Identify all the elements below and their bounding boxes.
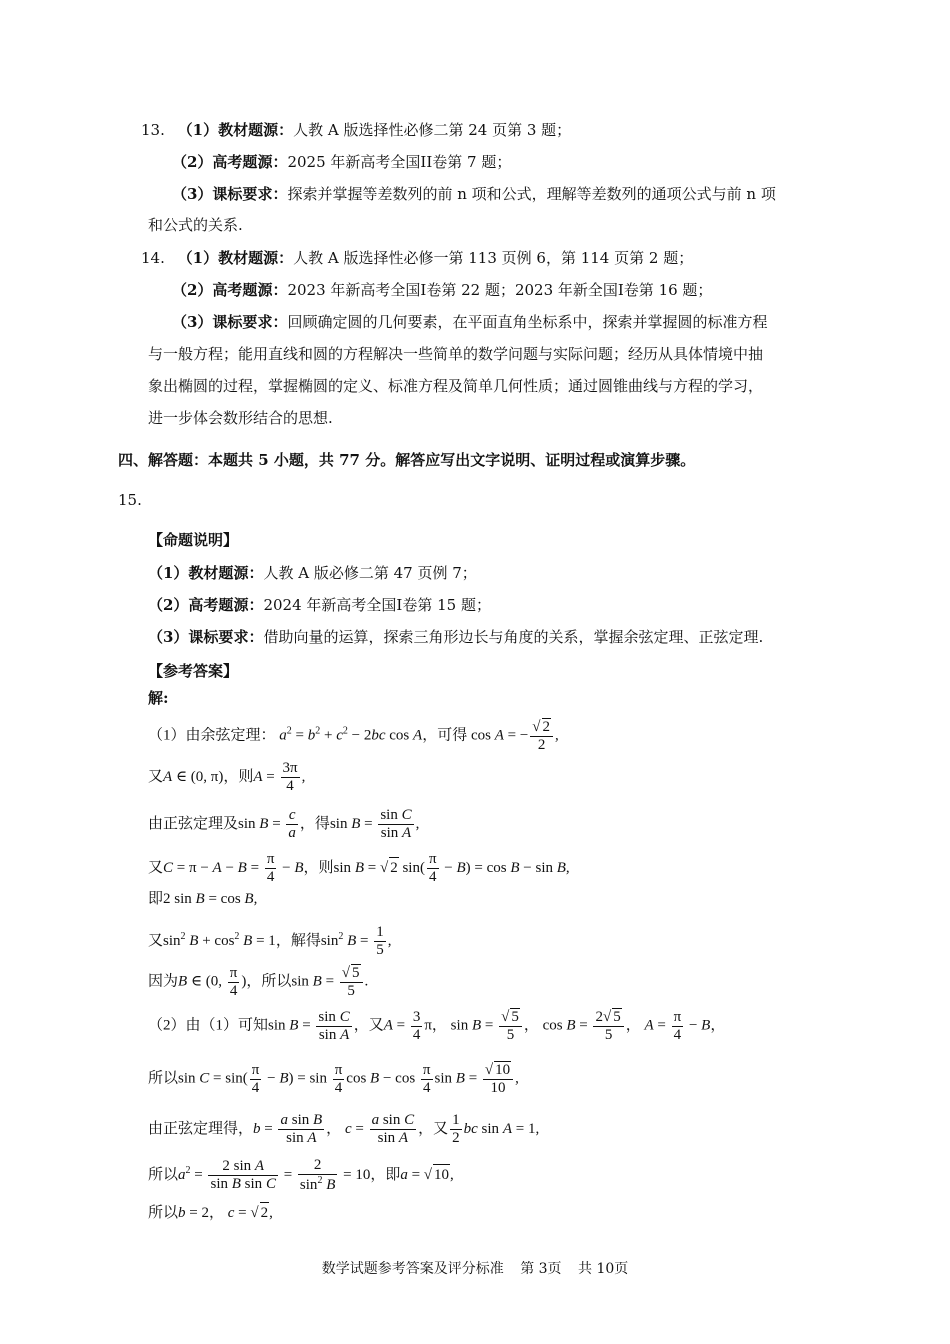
- q15-solve-label: 解:: [148, 689, 169, 707]
- q13-textbook-text: 人教 A 版选择性必修二第 24 页第 3 题；: [293, 121, 572, 139]
- step-7-text-a: 因为: [148, 973, 179, 990]
- q13-line-2: [172, 152, 511, 172]
- q15-textbook-text: 人教 A 版必修二第 47 页例 7；: [263, 564, 477, 582]
- q14-line-6: 进一步体会数形结合的思想.: [148, 409, 333, 427]
- step-5-text-a: 即: [148, 891, 164, 907]
- q15-explain-1: [148, 563, 477, 583]
- q13-line-3: [172, 184, 776, 204]
- q14-number: 14.: [141, 249, 165, 267]
- step-9-text-a: 所以: [148, 1070, 179, 1087]
- q14-line-3: [172, 312, 767, 332]
- step-4-text-b: ，则: [303, 860, 334, 877]
- q13-textbook-label: （1）教材题源：: [177, 121, 294, 139]
- q14-exam-label: （2）高考题源：: [172, 281, 288, 299]
- step-8-text-b: ，又: [353, 1017, 384, 1034]
- step-3-text-a: 由正弦定理及: [148, 816, 239, 833]
- step-11-text-a: 所以: [148, 1167, 179, 1184]
- solution-step-7: 因为B ∈ (0, $\frac{\pi}{4}$ )，所以sin B = $\frac{√ 5}{5}$ .: [148, 964, 369, 1000]
- q13-standard-text: 探索并掌握等差数列的前 n 项和公式，理解等差数列的通项公式与前 n 项: [287, 185, 776, 203]
- q14-exam-text: 2023 年新高考全国I卷第 22 题；2023 年新全国I卷第 16 题；: [287, 281, 713, 299]
- solution-step-1: （1）由余弦定理： $a^2 = b^2 + c^2 - 2bc$ cos A，可得 cos A = − $\frac{√ 2}{2}$ ,: [148, 719, 559, 754]
- q15-explain-title: 【命题说明】: [148, 531, 239, 549]
- solution-step-10: 由正弦定理得，b = $\frac{\text{a sin B}}{\text{sin A}}$ ， c = $\frac{\text{a sin C}}{\text{sin A}}$ ，又 $\frac{1}{2}$ bc sin A = 1,: [148, 1112, 540, 1147]
- q14-textbook-text: 人教 A 版选择性必修一第 113 页例 6，第 114 页第 2 题；: [293, 249, 694, 267]
- page-footer: [0, 1258, 950, 1278]
- q14-line-2: [172, 280, 712, 300]
- q13-line-1: [141, 120, 571, 140]
- step-2-text-a: 又: [148, 769, 164, 786]
- q15-answer-title: 【参考答案】: [148, 662, 239, 680]
- step-2-text-b: ，则: [223, 769, 254, 786]
- solution-step-11: 所以$a^2$ = $\frac{\text{2 sin A}}{\text{sin B sin C}}$ = $\frac{2}{\sin^2 B}$ = 10，即a = √ 10,: [148, 1157, 454, 1194]
- q14-line-5: 象出椭圆的过程，掌握椭圆的定义、标准方程及简单几何性质；通过圆锥曲线与方程的学习，: [148, 377, 764, 395]
- q15-exam-label: （2）高考题源：: [148, 596, 264, 614]
- step-10-text-b: ，又: [418, 1121, 449, 1138]
- q15-explain-2: [148, 595, 491, 615]
- q13-line-4: 和公式的关系.: [148, 216, 243, 234]
- q15-exam-text: 2024 年新高考全国I卷第 15 题；: [263, 596, 491, 614]
- q15-explain-3: [148, 627, 763, 647]
- solution-step-8: （2）由（1）可知sin B = $\frac{\text{sin C}}{\text{sin A}}$ ，又A = $\frac{3}{4}$ π， sin B = $\frac{√ 5}{5}$ ， cos B = $\frac{2√ 5}{5}$ ， A = $\frac{\pi}{4}$ − B，: [148, 1008, 726, 1044]
- q13-exam-text: 2025 年新高考全国II卷第 7 题；: [287, 153, 512, 171]
- q15-standard-text: 借助向量的运算，探索三角形边长与角度的关系，掌握余弦定理、正弦定理.: [263, 628, 764, 646]
- solution-step-5: 即2 sin B = cos B,: [148, 891, 258, 907]
- q14-line-4: 与一般方程；能用直线和圆的方程解决一些简单的数学问题与实际问题；经历从具体情境中抽: [148, 345, 764, 363]
- step-1-text-b: ，可得: [422, 727, 468, 744]
- solution-step-9: 所以sin C = sin( $\frac{\pi}{4}$ − B) = sin $\frac{\pi}{4}$ cos B − cos $\frac{\pi}{4}$ sin B = $\frac{√ 10}{10}$ ,: [148, 1061, 519, 1097]
- q15-number: 15.: [118, 491, 142, 509]
- step-12-text-a: 所以: [148, 1205, 179, 1221]
- step-6-text-a: 又: [148, 933, 164, 950]
- q15-standard-label: （3）课标要求：: [148, 628, 264, 646]
- step-8-text-a: （2）由（1）可知: [148, 1017, 269, 1034]
- step-6-text-b: ，解得: [275, 933, 321, 950]
- q15-textbook-label: （1）教材题源：: [148, 564, 264, 582]
- q14-standard-text: 回顾确定圆的几何要素，在平面直角坐标系中，探索并掌握圆的标准方程: [287, 313, 768, 331]
- step-1-text-a: （1）由余弦定理：: [148, 727, 276, 744]
- step-4-text-a: 又: [148, 860, 164, 877]
- solution-step-4: 又C = π − A − B = $\frac{\pi}{4}$ − B，则sin B = √ 2 sin( $\frac{\pi}{4}$ − B) = cos B − sin B,: [148, 851, 570, 886]
- step-11-text-b: ，即: [370, 1167, 401, 1184]
- step-7-text-b: ，所以: [246, 973, 292, 990]
- footer-total-pages: 共 10页: [578, 1261, 629, 1277]
- solution-step-2: 又A ∈ (0, π)，则A = $\frac{3\pi}{4}$ ,: [148, 760, 306, 795]
- solution-step-6: 又$\sin^2 B + \cos^2 B = 1$，解得$\sin^2 B$ = $\frac{1}{5}$ ,: [148, 924, 392, 959]
- section-heading: 四、解答题：本题共 5 小题，共 77 分。解答应写出文字说明、证明过程或演算步骤。: [118, 451, 696, 469]
- footer-page-number: 第 3页: [520, 1261, 562, 1277]
- q13-number: 13.: [141, 121, 165, 139]
- footer-title: 数学试题参考答案及评分标准: [321, 1261, 504, 1277]
- q13-exam-label: （2）高考题源：: [172, 153, 288, 171]
- q14-line-1: [141, 248, 693, 268]
- solution-step-3: 由正弦定理及sin B = $\frac{c}{a}$ ，得sin B = $\frac{\text{sin C}}{\text{sin A}}$ ,: [148, 807, 420, 842]
- solution-step-12: 所以b = 2， c = √ 2,: [148, 1202, 273, 1223]
- step-3-text-b: ，得: [299, 816, 330, 833]
- q13-standard-label: （3）课标要求：: [172, 185, 288, 203]
- q14-standard-label: （3）课标要求：: [172, 313, 288, 331]
- step-10-text-a: 由正弦定理得，: [148, 1121, 254, 1138]
- q14-textbook-label: （1）教材题源：: [177, 249, 294, 267]
